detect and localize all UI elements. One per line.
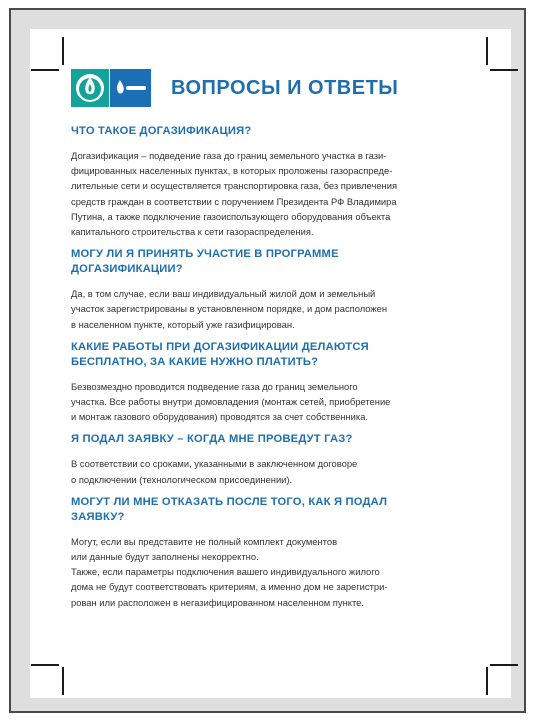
crop-mark-bottom-right-horizontal <box>490 664 518 666</box>
gazprom-flame-emblem-icon <box>71 69 109 107</box>
crop-mark-top-right-vertical <box>486 37 488 65</box>
question-3: КАКИЕ РАБОТЫ ПРИ ДОГАЗИФИКАЦИИ ДЕЛАЮТСЯ БЕСПЛАТНО, ЗА КАКИЕ НУЖНО ПЛАТИТЬ? <box>71 340 369 368</box>
crop-mark-top-left-vertical <box>62 37 64 65</box>
crop-mark-bottom-left-vertical <box>62 667 64 695</box>
gazprom-logo-icon <box>110 69 151 107</box>
crop-mark-bottom-left-horizontal <box>31 664 59 666</box>
question-1: ЧТО ТАКОЕ ДОГАЗИФИКАЦИЯ? <box>71 125 252 137</box>
document-header <box>71 69 398 107</box>
question-2: МОГУ ЛИ Я ПРИНЯТЬ УЧАСТИЕ В ПРОГРАММЕ ДОГАЗИФИКАЦИИ? <box>71 248 339 276</box>
answer-2: Да, в том случае, если ваш индивидуальный жилой дом и земельный участок зарегистрированы в установленном порядке, и дом расположен в населенном пункте, который уже газифицирован. <box>71 288 388 330</box>
question-5: МОГУТ ЛИ МНЕ ОТКАЗАТЬ ПОСЛЕ ТОГО, КАК Я ПОДАЛ ЗАЯВКУ? <box>71 495 388 523</box>
crop-mark-top-left-horizontal <box>31 69 59 71</box>
answer-4: В соответствии со сроками, указанными в заключенном договоре о подключении (технологическом присоединении). <box>71 458 358 485</box>
crop-mark-top-right-horizontal <box>490 69 518 71</box>
answer-5: Могут, если вы представите не полный комплект документов или данные будут заполнены некорректно. Также, если параметры подключения вашего индивидуального жилого дома не будут соответствовать критериям, а именно дом не зарегистри- рован или расположен в негазифицированном населенном пункте. <box>71 535 388 608</box>
document-title: ВОПРОСЫ И ОТВЕТЫ <box>171 76 399 99</box>
crop-mark-bottom-right-vertical <box>486 667 488 695</box>
answer-3: Безвозмездно проводится подведение газа до границ земельного участка. Все работы внутри домовладения (монтаж сетей, приобретение и монтаж газового оборудования) проводятся за счет собственника. <box>71 380 391 423</box>
qa-list <box>71 124 461 618</box>
answer-1: Догазификация – подведение газа до границ земельного участка в гази- фицированных населенных пунктах, в которых проложены газораспреде- лительные сети и осуществляется транспортировка газа, без привлечения средств граждан в соответствии с поручением Президента РФ Владимира Путина, а также подключение газоиспользующего оборудования объекта капитального строительства к сети газораспределения. <box>71 150 398 238</box>
question-4: Я ПОДАЛ ЗАЯВКУ – КОГДА МНЕ ПРОВЕДУТ ГАЗ? <box>71 433 353 446</box>
